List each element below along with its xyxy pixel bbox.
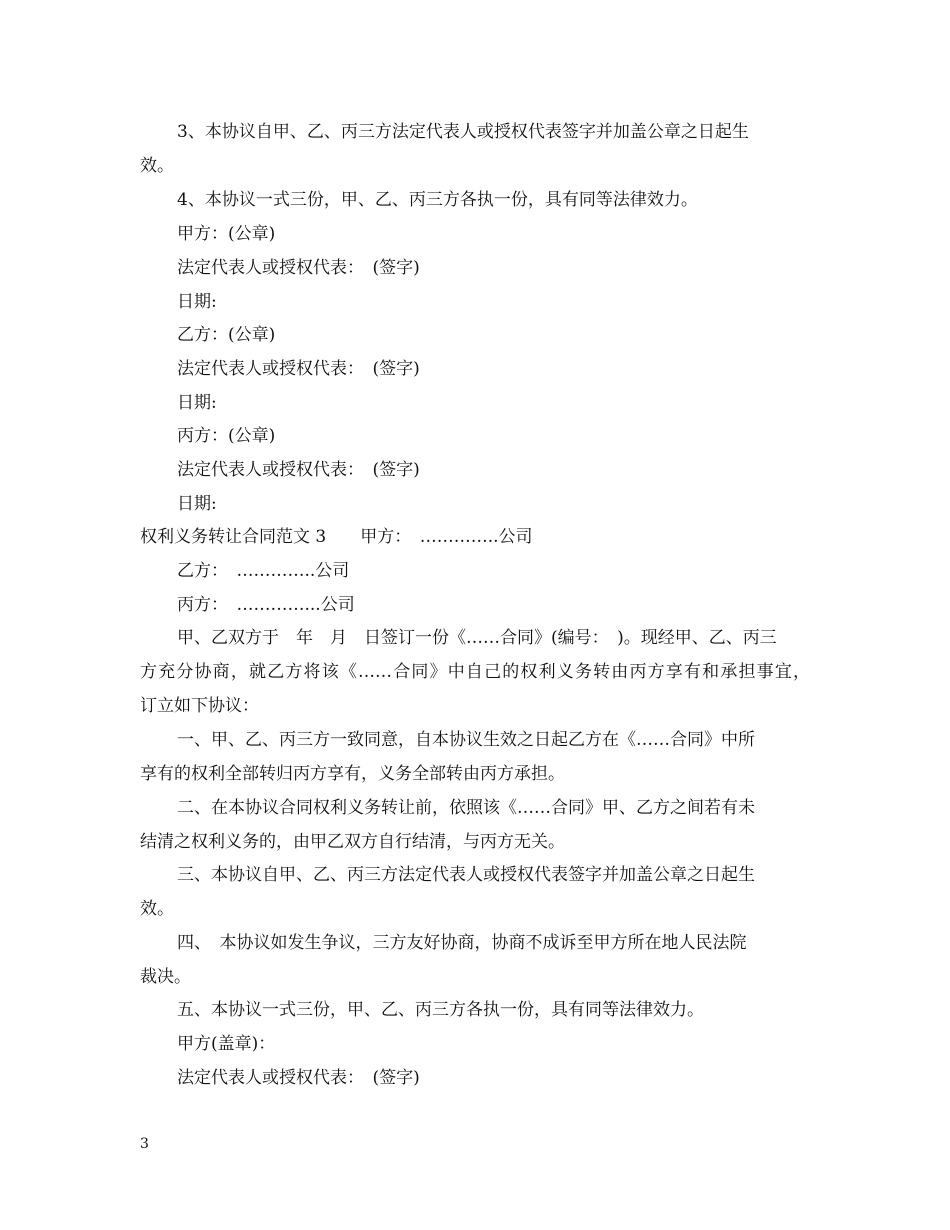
page-number: 3: [140, 1136, 149, 1152]
paragraph-line: 4、本协议一式三份，甲、乙、丙三方各执一份，具有同等法律效力。: [177, 190, 698, 210]
paragraph-line: 三、本协议自甲、乙、丙三方法定代表人或授权代表签字并加盖公章之日起生: [177, 865, 755, 885]
signature-line: 乙方：(公章): [177, 325, 276, 345]
paragraph-line: 效。: [140, 899, 174, 919]
paragraph-line: 效。: [140, 156, 174, 176]
paragraph-line: 五、本协议一式三份，甲、乙、丙三方各执一份，具有同等法律效力。: [177, 1000, 704, 1020]
signature-line: 法定代表人或授权代表： (签字): [177, 1068, 420, 1088]
paragraph-line: 甲、乙双方于 年 月 日签订一份《……合同》(编号： )。现经甲、乙、丙三: [177, 628, 777, 648]
signature-line: 法定代表人或授权代表： (签字): [177, 460, 420, 480]
paragraph-line: 享有的权利全部转归丙方享有，义务全部转由丙方承担。: [140, 764, 565, 784]
paragraph-line: 四、 本协议如发生争议，三方友好协商，协商不成诉至甲方所在地人民法院: [177, 933, 747, 953]
party-line: 丙方： …………...公司: [177, 595, 355, 615]
paragraph-line: 二、在本协议合同权利义务转让前，依照该《……合同》甲、乙方之间若有未: [177, 798, 755, 818]
date-line: 日期:: [177, 292, 217, 312]
signature-line: 法定代表人或授权代表： (签字): [177, 258, 420, 278]
signature-line: 甲方：(公章): [177, 224, 276, 244]
section-title-line: 权利义务转让合同范文 3 甲方： …………..公司: [140, 527, 533, 547]
paragraph-line: 方充分协商，就乙方将该《……合同》中自己的权利义务转由丙方享有和承担事宜，: [140, 662, 810, 682]
paragraph-line: 3、本协议自甲、乙、丙三方法定代表人或授权代表签字并加盖公章之日起生: [177, 122, 749, 142]
signature-line: 甲方(盖章)：: [177, 1034, 276, 1054]
date-line: 日期:: [177, 494, 217, 514]
signature-line: 丙方：(公章): [177, 426, 276, 446]
date-line: 日期:: [177, 393, 217, 413]
party-line: 乙方： …………..公司: [177, 561, 350, 581]
paragraph-line: 一、甲、乙、丙三方一致同意，自本协议生效之日起乙方在《……合同》中所: [177, 730, 755, 750]
paragraph-line: 订立如下协议：: [140, 696, 259, 716]
signature-line: 法定代表人或授权代表： (签字): [177, 359, 420, 379]
paragraph-line: 结清之权利义务的，由甲乙双方自行结清，与丙方无关。: [140, 832, 565, 852]
paragraph-line: 裁决。: [140, 967, 191, 987]
